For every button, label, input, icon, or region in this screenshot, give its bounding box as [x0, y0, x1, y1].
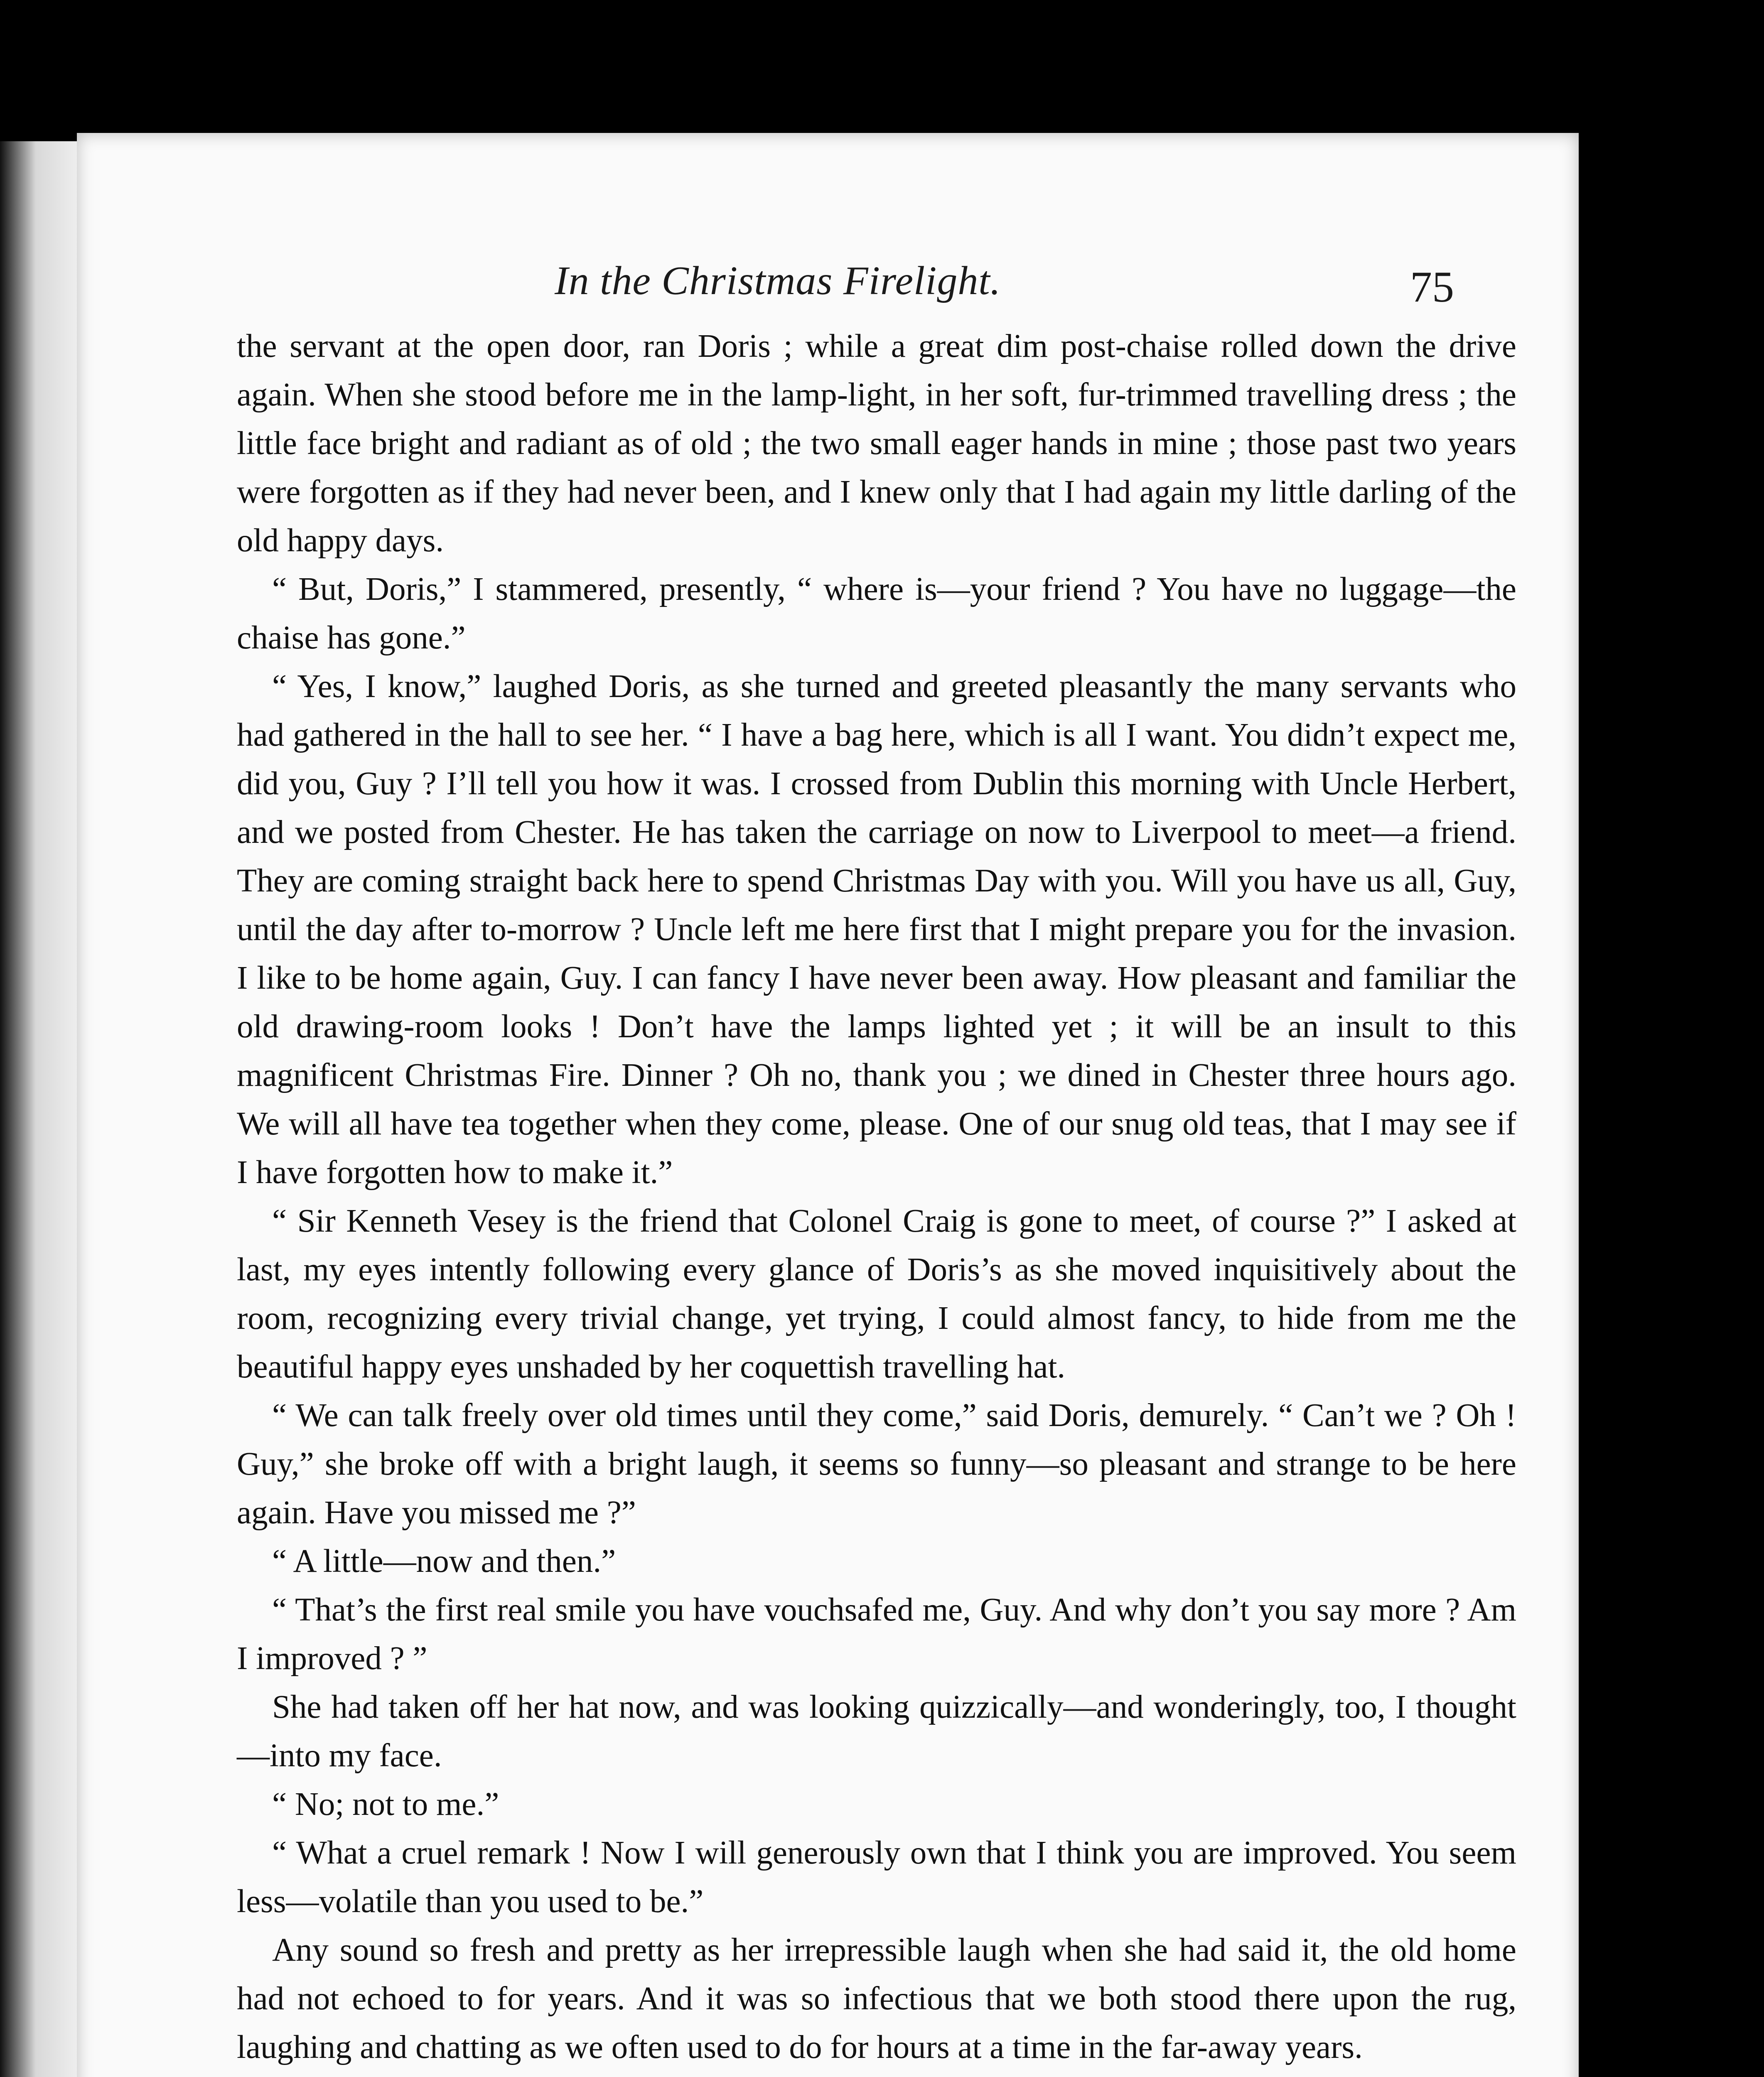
paragraph: “ But, Doris,” I stammered, presently, “ where is—your friend ? You have no luggage—the chaise has gone.”	[237, 571, 1516, 656]
page-number: 75	[1410, 263, 1454, 311]
paragraph: the servant at the open door, ran Doris ; while a great dim post-chaise rolled down the drive again. When she stood before me in the lamp-light, in her soft, fur-trimmed travelling dress ; the little face bright and radiant as of old ; the two small eager hands in mine ; those past two years were forgotten as if they had never been, and I knew only that I had again my little darling of the old happy days.	[237, 328, 1516, 559]
paragraph: Any sound so fresh and pretty as her irrepressible laugh when she had said it, the old home had not echoed to for years. And it was so infectious that we both stood there upon the rug, laughing and chatting as we often used to do for hours at a time in the far-away years.	[237, 1932, 1516, 2065]
book-page	[77, 133, 1579, 2077]
paragraph: She had taken off her hat now, and was looking quizzically—and wonderingly, too, I thought—into my face.	[237, 1689, 1516, 1774]
page-header	[77, 258, 1579, 324]
paragraph: “ What a cruel remark ! Now I will generously own that I think you are improved. You seem less—volatile than you used to be.”	[237, 1835, 1516, 1920]
paragraph: “ A little—now and then.”	[272, 1543, 616, 1579]
paragraph: “ No; not to me.”	[272, 1786, 499, 1822]
body-text	[237, 322, 1516, 2077]
paragraph: “ Yes, I know,” laughed Doris, as she turned and greeted pleasantly the many servants who had gathered in the hall to see her. “ I have a bag here, which is all I want. You didn’t expect me, did you, Guy ? I’ll tell you how it was. I crossed from Dublin this morning with Uncle Herbert, and we posted from Chester. He has taken the carriage on now to Liverpool to meet—a friend. They are coming straight back here to spend Christmas Day with you. Will you have us all, Guy, until the day after to-morrow ? Uncle left me here first that I might prepare you for the invasion. I like to be home again, Guy. I can fancy I have never been away. How pleasant and familiar the old drawing-room looks ! Don’t have the lamps lighted yet ; it will be an insult to this magnificent Christmas Fire. Dinner ? Oh no, thank you ; we dined in Chester three hours ago. We will all have tea together when they come, please. One of our snug old teas, that I may see if I have forgotten how to make it.”	[237, 668, 1516, 1191]
paragraph: “ Sir Kenneth Vesey is the friend that Colonel Craig is gone to meet, of course ?” I asked at last, my eyes intently following every glance of Doris’s as she moved inquisitively about the room, recognizing every trivial change, yet trying, I could almost fancy, to hide from me the beautiful happy eyes unshaded by her coquettish travelling hat.	[237, 1203, 1516, 1385]
paragraph	[237, 2072, 1516, 2077]
paragraph: “ That’s the first real smile you have vouchsafed me, Guy. And why don’t you say more ? Am I improved ? ”	[237, 1592, 1516, 1677]
running-title: In the Christmas Firelight.	[555, 258, 1001, 303]
left-page-edge	[0, 141, 89, 2077]
paragraph: “ We can talk freely over old times until they come,” said Doris, demurely. “ Can’t we ? Oh ! Guy,” she broke off with a bright laugh, it seems so funny—so pleasant and strange to be here again. Have you missed me ?”	[237, 1397, 1516, 1531]
